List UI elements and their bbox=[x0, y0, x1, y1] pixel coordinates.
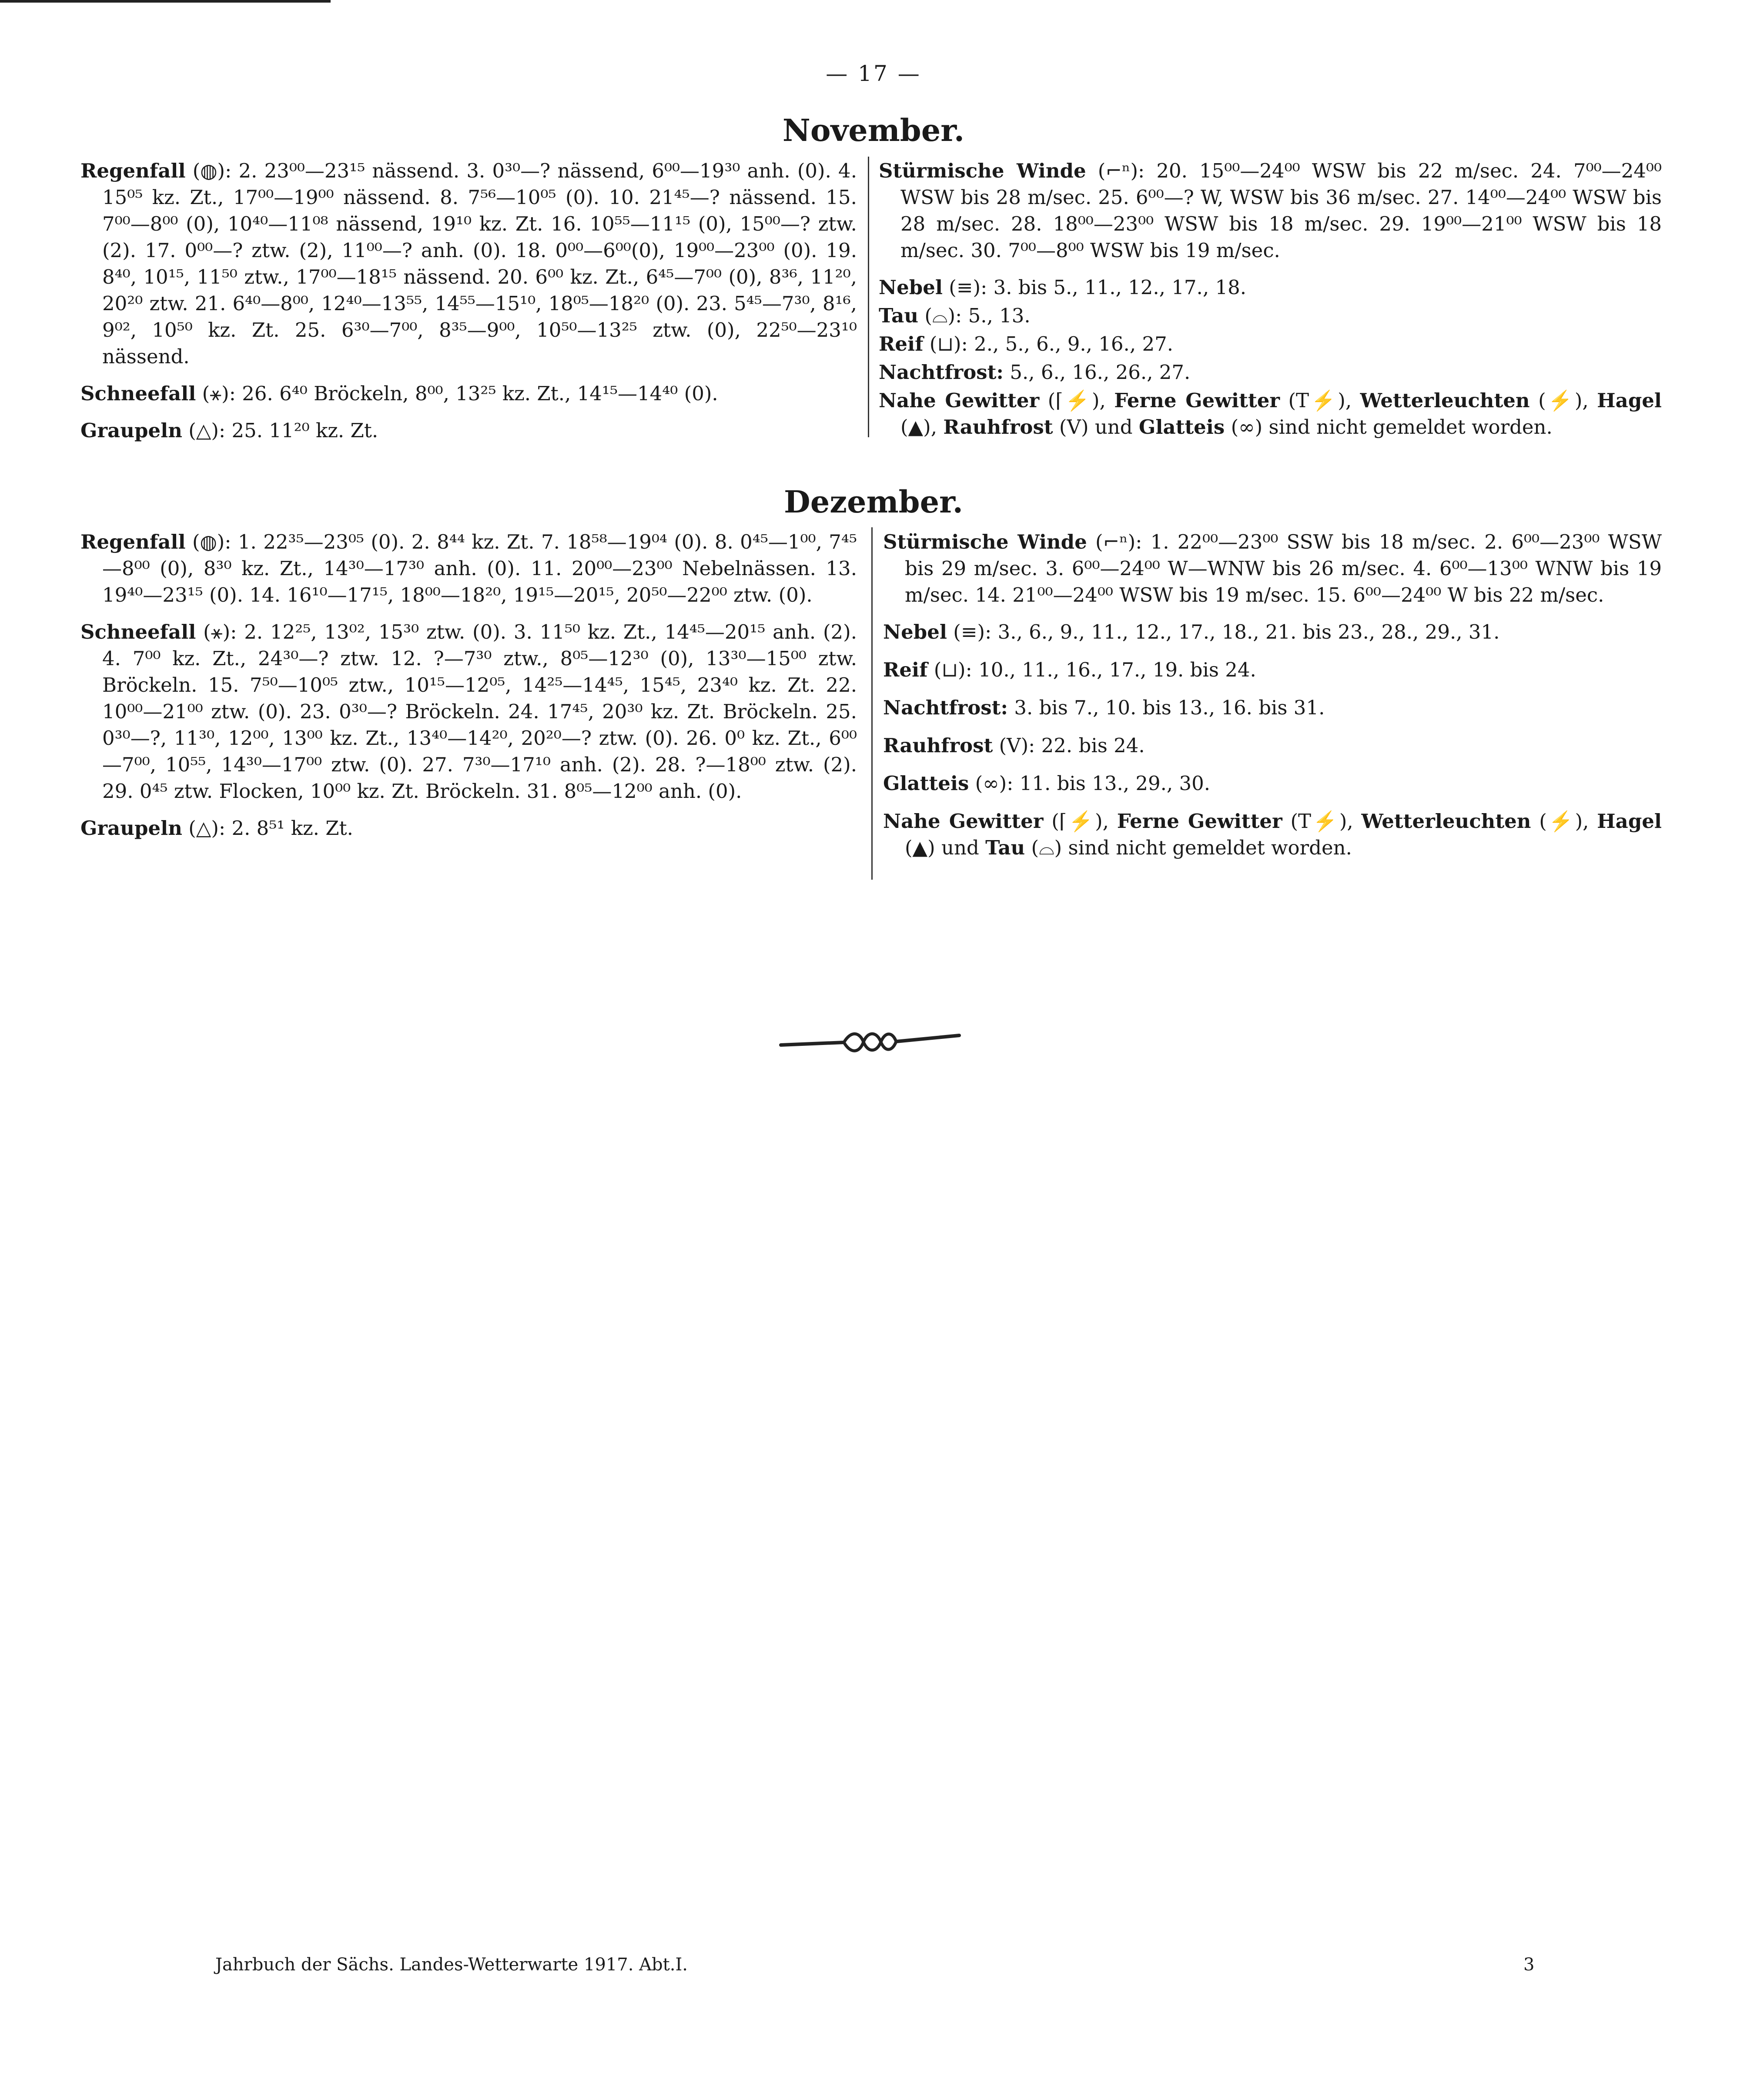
regenfall-text: 2. 23⁰⁰—23¹⁵ nässend. 3. 0³⁰—? nässend, 6⁰⁰—19³⁰ anh. (0). 4. 15⁰⁵ kz. Zt., 17⁰⁰—19⁰⁰ nässend. 8. 7⁵⁶—10⁰⁵ (0). 10. 21⁴⁵—? nässend. 15. 7⁰⁰—8⁰⁰ (0), 10⁴⁰—11⁰⁸ nässend, 19¹⁰ kz. Zt. 16. 10⁵⁵—11¹⁵ (0), 15⁰⁰—? ztw. (2). 17. 0⁰⁰—? ztw. (2), 11⁰⁰—? anh. (0). 18. 0⁰⁰—6⁰⁰(0), 19⁰⁰—23⁰⁰ (0). 19. 8⁴⁰, 10¹⁵, 11⁵⁰ ztw., 17⁰⁰—18¹⁵ nässend. 20. 6⁰⁰ kz. Zt., 6⁴⁵—7⁰⁰ (0), 8³⁶, 11²⁰, 20²⁰ ztw. 21. 6⁴⁰—8⁰⁰, 12⁴⁰—13⁵⁵, 14⁵⁵—15¹⁰, 18⁰⁵—18²⁰ (0). 23. 5⁴⁵—7³⁰, 8¹⁶, 9⁰², 10⁵⁰ kz. Zt. 25. 6³⁰—7⁰⁰, 8³⁵—9⁰⁰, 10⁵⁰—13²⁵ ztw. (0), 22⁵⁰—23¹⁰ nässend. bbox=[102, 159, 857, 368]
nachtfrost-label: Nachtfrost: bbox=[883, 696, 1008, 719]
nachtfrost-label: Nachtfrost: bbox=[879, 361, 1004, 384]
hagel-label: Hagel bbox=[1597, 810, 1662, 833]
und-word: und bbox=[1094, 415, 1133, 439]
regenfall-text: 1. 22³⁵—23⁰⁵ (0). 2. 8⁴⁴ kz. Zt. 7. 18⁵⁸—19⁰⁴ (0). 8. 0⁴⁵—1⁰⁰, 7⁴⁵—8⁰⁰ (0), 8³⁰ kz. Zt., 14³⁰—17³⁰ anh. (0). 11. 20⁰⁰—23⁰⁰ Nebelnässen. 13. 19⁴⁰—23¹⁵ (0). 14. 16¹⁰—17¹⁵, 18⁰⁰—18²⁰, 19¹⁵—20¹⁵, 20⁵⁰—22⁰⁰ ztw. (0). bbox=[102, 530, 857, 606]
dezember-rauhfrost bbox=[883, 732, 1662, 759]
not-reported-text: sind nicht gemeldet worden. bbox=[1068, 836, 1352, 859]
near-thunderstorm-symbol: (⌈⚡), bbox=[1048, 389, 1106, 412]
graupel-symbol: (△): bbox=[188, 817, 226, 840]
dezember-right-column bbox=[883, 529, 1662, 871]
november-nebel bbox=[879, 274, 1662, 301]
nahe-gewitter-label: Nahe Gewitter bbox=[879, 389, 1040, 412]
regenfall-label: Regenfall bbox=[80, 530, 186, 553]
ornament-divider-icon bbox=[779, 1022, 961, 1062]
wind-symbol: (⌐ⁿ): bbox=[1098, 159, 1145, 182]
dezember-heading: Dezember. bbox=[784, 484, 963, 520]
fog-symbol: (≡): bbox=[949, 276, 987, 299]
november-nachtfrost bbox=[879, 359, 1662, 385]
frost-symbol: (⊔): bbox=[929, 332, 968, 355]
graupeln-label: Graupeln bbox=[80, 419, 182, 442]
dezember-glatteis bbox=[883, 770, 1662, 797]
schneefall-label: Schneefall bbox=[80, 620, 196, 643]
reif-text: 10., 11., 16., 17., 19. bis 24. bbox=[978, 658, 1256, 681]
rain-symbol: (◍): bbox=[192, 530, 231, 553]
wetterleuchten-label: Wetterleuchten bbox=[1361, 810, 1531, 833]
november-reif bbox=[879, 331, 1662, 357]
far-thunderstorm-symbol: (T⚡), bbox=[1288, 389, 1352, 412]
winde-text: 1. 22⁰⁰—23⁰⁰ SSW bis 18 m/sec. 2. 6⁰⁰—23⁰⁰ WSW bis 29 m/sec. 3. 6⁰⁰—24⁰⁰ W—WNW bis 26 m/sec. 4. 6⁰⁰—13⁰⁰ WNW bis 19 m/sec. 14. 21⁰⁰—24⁰⁰ WSW bis 19 m/sec. 15. 6⁰⁰—24⁰⁰ W bis 22 m/sec. bbox=[905, 530, 1662, 606]
wind-symbol: (⌐ⁿ): bbox=[1095, 530, 1142, 553]
not-reported-text: sind nicht gemeldet worden. bbox=[1268, 415, 1553, 439]
glatteis-label: Glatteis bbox=[1138, 415, 1225, 439]
reif-label: Reif bbox=[883, 658, 928, 681]
graupeln-text: 2. 8⁵¹ kz. Zt. bbox=[231, 817, 353, 840]
footer-sheet-number: 3 bbox=[1523, 1955, 1535, 1975]
rime-symbol: (V) bbox=[1059, 415, 1089, 439]
november-right-column bbox=[879, 157, 1662, 451]
graupeln-label: Graupeln bbox=[80, 817, 182, 840]
tau-label: Tau bbox=[879, 304, 919, 327]
november-regenfall bbox=[80, 157, 857, 370]
dezember-stuermische-winde bbox=[883, 529, 1662, 608]
tau-text: 5., 13. bbox=[968, 304, 1031, 327]
wetterleuchten-label: Wetterleuchten bbox=[1360, 389, 1530, 412]
schneefall-label: Schneefall bbox=[80, 382, 196, 405]
hagel-label: Hagel bbox=[1597, 389, 1662, 412]
fog-symbol: (≡): bbox=[953, 620, 992, 643]
top-rule bbox=[0, 0, 331, 3]
dezember-not-reported bbox=[883, 808, 1662, 861]
november-schneefall bbox=[80, 380, 857, 407]
dezember-column-divider bbox=[871, 527, 873, 880]
dezember-regenfall bbox=[80, 529, 857, 608]
graupel-symbol: (△): bbox=[188, 419, 226, 442]
dezember-nachtfrost bbox=[883, 694, 1662, 721]
und-word: und bbox=[941, 836, 979, 859]
november-column-divider bbox=[868, 157, 869, 437]
november-tau bbox=[879, 302, 1662, 329]
november-heading: November. bbox=[782, 112, 965, 148]
sheet-lightning-symbol: (⚡), bbox=[1538, 389, 1589, 412]
regenfall-label: Regenfall bbox=[80, 159, 186, 182]
winde-text: 20. 15⁰⁰—24⁰⁰ WSW bis 22 m/sec. 24. 7⁰⁰—24⁰⁰ WSW bis 28 m/sec. 25. 6⁰⁰—? W, WSW bis 36 m/sec. 27. 14⁰⁰—24⁰⁰ WSW bis 28 m/sec. 28. 18⁰⁰—23⁰⁰ WSW bis 18 m/sec. 29. 19⁰⁰—21⁰⁰ WSW bis 18 m/sec. 30. 7⁰⁰—8⁰⁰ WSW bis 19 m/sec. bbox=[900, 159, 1662, 262]
glatteis-text: 11. bis 13., 29., 30. bbox=[1019, 772, 1211, 795]
footer-publication: Jahrbuch der Sächs. Landes-Wetterwarte 1917. Abt.I. bbox=[215, 1955, 688, 1975]
dezember-reif bbox=[883, 656, 1662, 683]
ferne-gewitter-label: Ferne Gewitter bbox=[1117, 810, 1282, 833]
snow-symbol: (⚹): bbox=[202, 382, 236, 405]
glaze-symbol: (∞): bbox=[975, 772, 1014, 795]
nebel-label: Nebel bbox=[883, 620, 947, 643]
near-thunderstorm-symbol: (⌈⚡), bbox=[1051, 810, 1109, 833]
dew-symbol: (⌓): bbox=[924, 304, 962, 327]
rauhfrost-label: Rauhfrost bbox=[883, 734, 993, 757]
nebel-label: Nebel bbox=[879, 276, 943, 299]
winde-label: Stürmische Winde bbox=[879, 159, 1086, 182]
schneefall-text: 2. 12²⁵, 13⁰², 15³⁰ ztw. (0). 3. 11⁵⁰ kz. Zt., 14⁴⁵—20¹⁵ anh. (2). 4. 7⁰⁰ kz. Zt., 24³⁰—? ztw. 12. ?—7³⁰ ztw., 8⁰⁵—12³⁰ (0), 13³⁰—15⁰⁰ ztw. Bröckeln. 15. 7⁵⁰—10⁰⁵ ztw., 10¹⁵—12⁰⁵, 14²⁵—14⁴⁵, 15⁴⁵, 23⁴⁰ kz. Zt. 22. 10⁰⁰—21⁰⁰ ztw. (0). 23. 0³⁰—? Bröckeln. 24. 17⁴⁵, 20³⁰ kz. Zt. Bröckeln. 25. 0³⁰—?, 11³⁰, 12⁰⁰, 13⁰⁰ kz. Zt., 13⁴⁰—14²⁰, 20²⁰—? ztw. (0). 26. 0⁰ kz. Zt., 6⁰⁰—7⁰⁰, 10⁵⁵, 14³⁰—17⁰⁰ ztw. (0). 27. 7³⁰—17¹⁰ anh. (2). 28. ?—18⁰⁰ ztw. (2). 29. 0⁴⁵ ztw. Flocken, 10⁰⁰ kz. Zt. Bröckeln. 31. 8⁰⁵—12⁰⁰ anh. (0). bbox=[102, 620, 857, 803]
reif-text: 2., 5., 6., 9., 16., 27. bbox=[974, 332, 1174, 355]
november-stuermische-winde bbox=[879, 157, 1662, 264]
hail-symbol: (▲), bbox=[900, 415, 937, 439]
graupeln-text: 25. 11²⁰ kz. Zt. bbox=[231, 419, 378, 442]
sheet-lightning-symbol: (⚡), bbox=[1539, 810, 1589, 833]
november-not-reported bbox=[879, 387, 1662, 440]
rauhfrost-text: 22. bis 24. bbox=[1041, 734, 1145, 757]
schneefall-text: 26. 6⁴⁰ Bröckeln, 8⁰⁰, 13²⁵ kz. Zt., 14¹⁵—14⁴⁰ (0). bbox=[242, 382, 718, 405]
dezember-schneefall bbox=[80, 619, 857, 804]
hail-symbol: (▲) bbox=[905, 836, 935, 859]
nachtfrost-text: 5., 6., 16., 26., 27. bbox=[1010, 361, 1191, 384]
rauhfrost-label: Rauhfrost bbox=[943, 415, 1053, 439]
nachtfrost-text: 3. bis 7., 10. bis 13., 16. bis 31. bbox=[1014, 696, 1325, 719]
page-number: — 17 — bbox=[826, 61, 921, 86]
nebel-text: 3. bis 5., 11., 12., 17., 18. bbox=[993, 276, 1247, 299]
dezember-nebel bbox=[883, 619, 1662, 645]
ferne-gewitter-label: Ferne Gewitter bbox=[1114, 389, 1280, 412]
dew-symbol: (⌓) bbox=[1031, 836, 1062, 859]
reif-label: Reif bbox=[879, 332, 924, 355]
frost-symbol: (⊔): bbox=[934, 658, 972, 681]
far-thunderstorm-symbol: (T⚡), bbox=[1290, 810, 1353, 833]
glaze-symbol: (∞) bbox=[1231, 415, 1263, 439]
winde-label: Stürmische Winde bbox=[883, 530, 1087, 553]
tau-label: Tau bbox=[985, 836, 1025, 859]
rime-symbol: (V): bbox=[999, 734, 1035, 757]
nebel-text: 3., 6., 9., 11., 12., 17., 18., 21. bis 23., 28., 29., 31. bbox=[997, 620, 1500, 643]
snow-symbol: (⚹): bbox=[203, 620, 237, 643]
november-left-column bbox=[80, 157, 857, 454]
glatteis-label: Glatteis bbox=[883, 772, 969, 795]
nahe-gewitter-label: Nahe Gewitter bbox=[883, 810, 1044, 833]
rain-symbol: (◍): bbox=[192, 159, 232, 182]
dezember-graupeln bbox=[80, 815, 857, 841]
dezember-left-column bbox=[80, 529, 857, 852]
november-graupeln bbox=[80, 417, 857, 444]
